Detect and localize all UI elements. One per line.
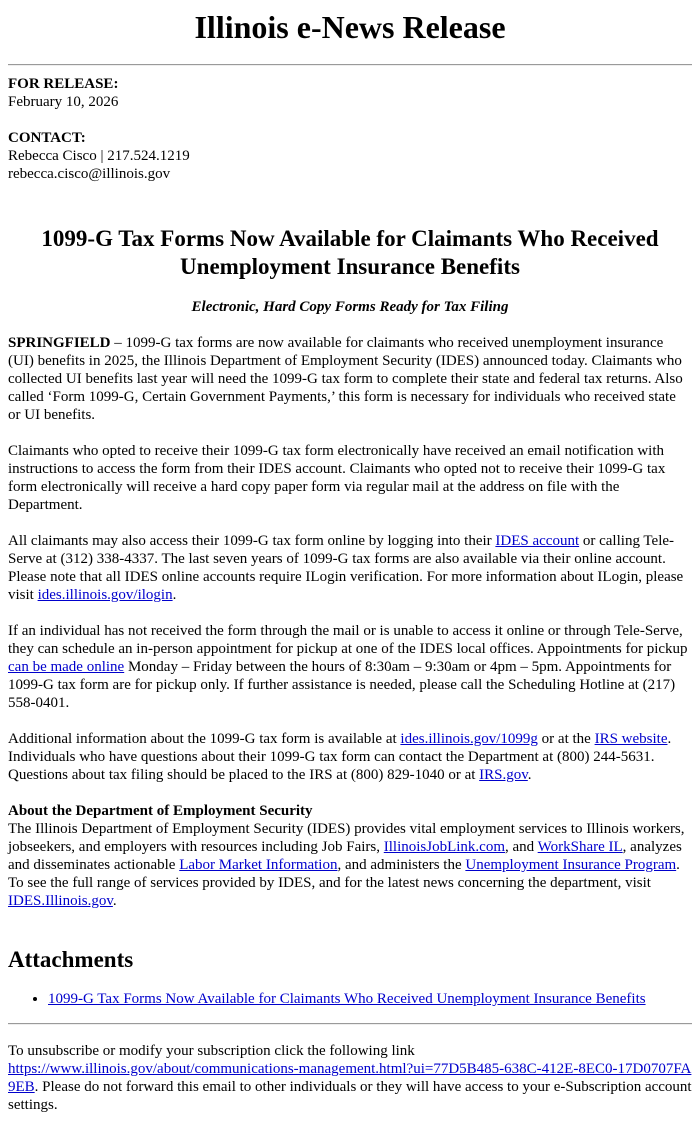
contact-label: CONTACT: — [8, 130, 86, 146]
about-title: About the Department of Employment Security — [8, 803, 313, 819]
site-title: Illinois e-News Release — [194, 9, 506, 45]
ui-program-link[interactable]: Unemployment Insurance Program — [465, 857, 677, 873]
about-text-d: , and administers the — [337, 857, 466, 873]
release-date: February 10, 2026 — [8, 94, 119, 110]
bottom-divider — [8, 1023, 692, 1025]
paragraph-2: Claimants who opted to receive their 1099-G tax form electronically have received an email notification with instructions to access the form from their IDES account. Claimants who opted not to receive their 1099-G tax form electronically will receive a hard copy paper form via regular mail at the address on file with the Department. — [8, 443, 666, 513]
paragraph-1 — [8, 334, 692, 424]
ides-account-link[interactable]: IDES account — [495, 533, 580, 549]
irs-website-link[interactable]: IRS website — [594, 731, 668, 747]
about-text-e: . To see the full range of services provided by IDES, and for the latest news concerning the department, visit — [8, 857, 680, 891]
paragraph-1-text: – 1099-G tax forms are now available for claimants who received unemployment insurance (UI) benefits in 2025, the Illinois Department of Employment Security (IDES) announced today. Claimants who collected UI benefits last year will need the 1099-G tax form to complete their state and federal tax returns. Also called ‘Form 1099-G, Certain Government Payments,’ this form is necessary for individuals who received state or UI benefits. — [8, 335, 683, 423]
paragraph-3-text-b: or calling Tele-Serve at (312) 338-4337. The last seven years of 1099-G tax forms are also available via their online account. Please note that all IDES online accounts require ILogin verification. For more information about ILogin, please visit — [8, 533, 684, 603]
ides-1099g-link[interactable]: ides.illinois.gov/1099g — [400, 731, 538, 747]
list-item — [48, 990, 692, 1008]
paragraph-3-text-c: . — [172, 587, 177, 603]
paragraph-4-text-a: If an individual has not received the form through the mail or is unable to access it online or through Tele-Serve, they can schedule an in-person appointment for pickup at one of the IDES local offices. Appointments for pickup — [8, 623, 688, 657]
about-text-c: , analyzes and disseminates actionable — [8, 839, 682, 873]
about-section — [8, 802, 692, 910]
unsubscribe-text — [8, 1042, 692, 1114]
ides-site-link[interactable]: IDES.Illinois.gov — [8, 893, 113, 909]
headline: 1099-G Tax Forms Now Available for Claimants Who Received Unemployment Insurance Benefits — [41, 226, 659, 279]
subhead: Electronic, Hard Copy Forms Ready for Tax Filing — [191, 299, 509, 315]
subscription-link[interactable]: https://www.illinois.gov/about/communications-management.html?ui=77D5B485-638C-412E-8EC0-17D0707FA9EB — [8, 1061, 692, 1095]
paragraph-5-text-d: . — [527, 767, 532, 783]
release-label: FOR RELEASE: — [8, 76, 119, 92]
release-block — [8, 75, 692, 111]
article-body — [8, 334, 692, 910]
labor-market-link[interactable]: Labor Market Information — [179, 857, 338, 873]
attachments-list — [8, 990, 692, 1008]
paragraph-4 — [8, 622, 692, 712]
about-text-f: . — [112, 893, 117, 909]
appointment-link[interactable]: can be made online — [8, 659, 125, 675]
paragraph-3 — [8, 532, 692, 604]
workshare-link[interactable]: WorkShare IL — [537, 839, 623, 855]
footer — [8, 1042, 692, 1114]
illinoisjoblink-link[interactable]: IllinoisJobLink.com — [383, 839, 506, 855]
irs-gov-link[interactable]: IRS.gov — [479, 767, 528, 783]
attachment-link[interactable]: 1099-G Tax Forms Now Available for Claimants Who Received Unemployment Insurance Benefits — [48, 991, 646, 1007]
contact-email: rebecca.cisco@illinois.gov — [8, 166, 171, 182]
footer-note: . Please do not forward this email to other individuals or they will have access to your e-Subscription account settings. — [8, 1079, 692, 1113]
paragraph-4-text-b: Monday – Friday between the hours of 8:30am – 9:30am or 4pm – 5pm. Appointments for 1099-G tax form are for pickup only. If further assistance is needed, please call the Scheduling Hotline at (217) 558-0401. — [8, 659, 676, 711]
paragraph-3-text-a: All claimants may also access their 1099-G tax form online by logging into their — [8, 533, 496, 549]
ilogin-link[interactable]: ides.illinois.gov/ilogin — [37, 587, 173, 603]
release-meta — [8, 75, 692, 183]
contact-line: Rebecca Cisco | 217.524.1219 — [8, 148, 190, 164]
about-text-b: , and — [505, 839, 538, 855]
paragraph-5-text-a: Additional information about the 1099-G tax form is available at — [8, 731, 401, 747]
top-divider — [8, 64, 692, 66]
paragraph-5 — [8, 730, 692, 784]
attachments-title: Attachments — [8, 947, 134, 972]
paragraph-5-text-b: or at the — [537, 731, 595, 747]
dateline: SPRINGFIELD — [8, 335, 111, 351]
unsubscribe-line: To unsubscribe or modify your subscription click the following link — [8, 1043, 415, 1059]
paragraph-5-text-c: . Individuals who have questions about their 1099-G tax form can contact the Department at (800) 244-5631. Questions about tax filing should be placed to the IRS at (800) 829-1040 or at — [8, 731, 672, 783]
contact-block — [8, 129, 692, 183]
about-text-a: The Illinois Department of Employment Security (IDES) provides vital employment services to Illinois workers, jobseekers, and employers with resources including Job Fairs, — [8, 821, 685, 855]
